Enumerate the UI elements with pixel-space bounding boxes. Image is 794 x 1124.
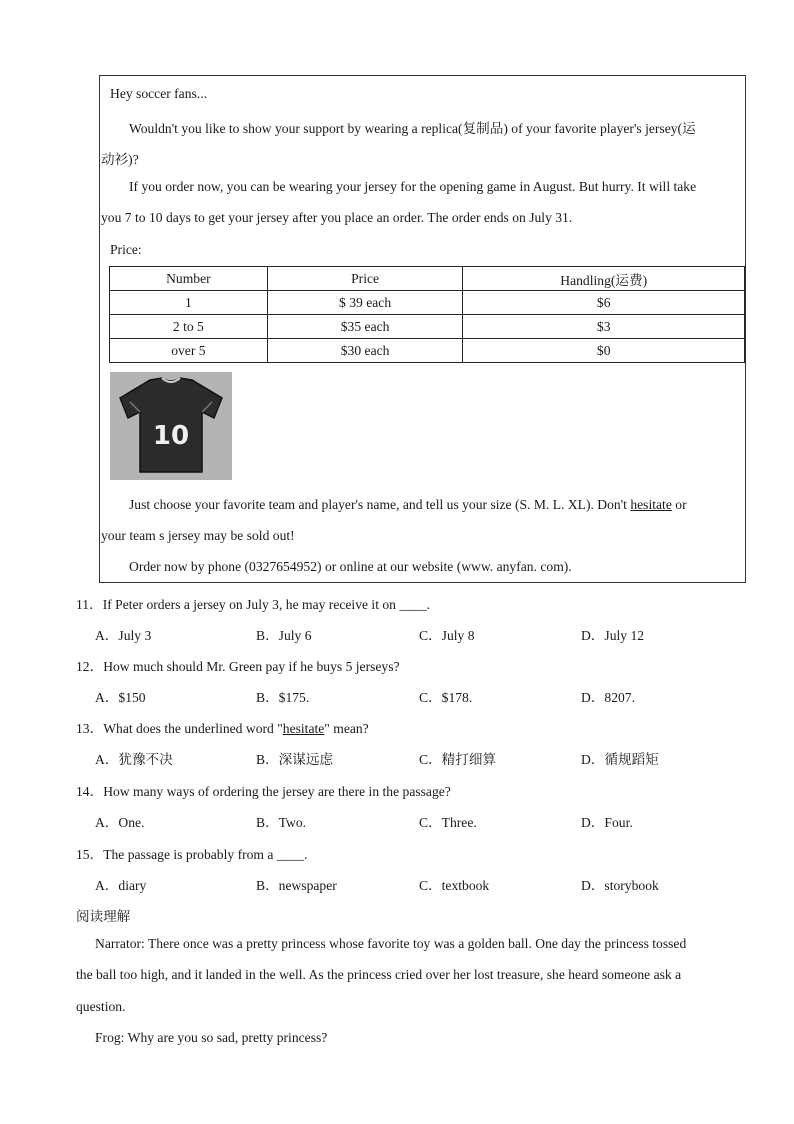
ad-paragraph-1-line-1: Wouldn't you like to show your support by wearing a replica(复制品) of your favorite player's jersey(运	[129, 121, 696, 136]
narrator-line-1: Narrator: There once was a pretty princess whose favorite toy was a golden ball. One day the princess tossed	[95, 936, 687, 951]
table-row	[110, 339, 745, 363]
option-b[interactable]: B．$175.	[256, 690, 310, 705]
option-a[interactable]: A．$150	[95, 690, 146, 705]
option-b[interactable]: B．newspaper	[256, 878, 337, 893]
option-b[interactable]: B．July 6	[256, 628, 312, 643]
answer-blank: ____	[276, 847, 305, 862]
question-text: How many ways of ordering the jersey are there in the passage?	[103, 784, 451, 799]
underlined-word: hesitate	[282, 721, 325, 736]
ad-paragraph-3-text-end: or	[671, 497, 687, 512]
jersey-image	[110, 372, 232, 480]
option-b[interactable]: B．Two.	[256, 815, 307, 830]
price-table-header	[110, 267, 745, 291]
option-b[interactable]: B．深谋远虑	[256, 752, 334, 767]
header-number: Number	[110, 267, 268, 291]
question-text: How much should Mr. Green pay if he buys 5 jerseys?	[103, 659, 400, 674]
question-number: 15．	[76, 847, 104, 862]
question-number: 11．	[76, 597, 103, 612]
ad-paragraph-3-line-1	[129, 497, 687, 513]
cell-price: $35 each	[267, 315, 463, 339]
ad-paragraph-3-line-2: your team s jersey may be sold out!	[101, 528, 295, 543]
jersey-icon	[110, 372, 232, 480]
question-number: 13．	[76, 721, 104, 736]
cell-number: 1	[110, 291, 268, 315]
header-price: Price	[267, 267, 463, 291]
cell-number: 2 to 5	[110, 315, 268, 339]
option-d[interactable]: D．storybook	[581, 878, 659, 893]
option-c[interactable]: C．Three.	[419, 815, 477, 830]
ad-paragraph-4: Order now by phone (0327654952) or online at our website (www. anyfan. com).	[129, 559, 572, 574]
price-label: Price:	[110, 242, 142, 257]
narrator-line-3: question.	[76, 999, 126, 1014]
cell-handling: $3	[463, 315, 745, 339]
table-row	[110, 291, 745, 315]
header-handling: Handling(运费)	[463, 267, 745, 291]
ad-greeting: Hey soccer fans...	[110, 86, 208, 101]
option-d[interactable]: D．8207.	[581, 690, 635, 705]
option-c[interactable]: C．精打细算	[419, 752, 497, 767]
question-number: 12．	[76, 659, 104, 674]
frog-line: Frog: Why are you so sad, pretty princess?	[95, 1030, 328, 1045]
question-text-end: .	[304, 847, 308, 862]
jersey-number: 10	[152, 421, 190, 451]
option-c[interactable]: C．July 8	[419, 628, 475, 643]
question-stem	[76, 843, 307, 863]
ad-paragraph-2-line-1: If you order now, you can be wearing your jersey for the opening game in August. But hurry. It will take	[129, 179, 697, 194]
question-text-end: .	[426, 597, 430, 612]
price-table	[109, 266, 745, 363]
question-stem	[76, 593, 430, 613]
cell-handling: $0	[463, 339, 745, 363]
question-text: What does the underlined word "	[103, 721, 283, 736]
question-stem	[76, 780, 451, 800]
cell-price: $ 39 each	[267, 291, 463, 315]
option-a[interactable]: A．犹豫不决	[95, 752, 173, 767]
ad-paragraph-1-line-2: 动衫)?	[101, 152, 139, 167]
question-text: If Peter orders a jersey on July 3, he may receive it on	[102, 597, 400, 612]
option-a[interactable]: A．July 3	[95, 628, 152, 643]
ad-paragraph-2-line-2: you 7 to 10 days to get your jersey after you place an order. The order ends on July 31.	[101, 210, 573, 225]
option-a[interactable]: A．One.	[95, 815, 145, 830]
option-c[interactable]: C．textbook	[419, 878, 490, 893]
question-text: The passage is probably from a	[103, 847, 277, 862]
answer-blank: ____	[399, 597, 427, 612]
option-d[interactable]: D．July 12	[581, 628, 645, 643]
question-text-end: " mean?	[324, 721, 369, 736]
table-row	[110, 315, 745, 339]
cell-handling: $6	[463, 291, 745, 315]
option-a[interactable]: A．diary	[95, 878, 147, 893]
section-title: 阅读理解	[76, 909, 131, 924]
narrator-line-2: the ball too high, and it landed in the well. As the princess cried over her lost treasure, she heard someone ask a	[76, 967, 682, 982]
question-stem	[76, 655, 400, 675]
option-d[interactable]: D．循规蹈矩	[581, 752, 659, 767]
option-c[interactable]: C．$178.	[419, 690, 473, 705]
question-stem	[76, 717, 369, 737]
underlined-word-hesitate: hesitate	[630, 497, 672, 512]
ad-paragraph-3-text: Just choose your favorite team and player's name, and tell us your size (S. M. L. XL). Don't	[129, 497, 631, 512]
option-d[interactable]: D．Four.	[581, 815, 633, 830]
cell-number: over 5	[110, 339, 268, 363]
advertisement-box	[99, 75, 746, 583]
question-number: 14．	[76, 784, 104, 799]
cell-price: $30 each	[267, 339, 463, 363]
